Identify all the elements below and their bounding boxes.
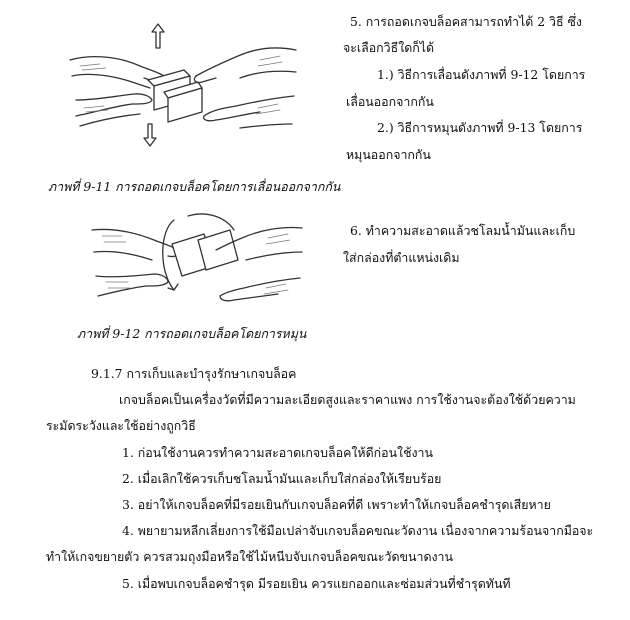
list-item-4-continuation: ทำให้เกจขยายตัว ควรสวมถุงมือหรือใช้ไม้หนีบจับเกจบล็อคขณะวัดขนาดงาน: [46, 549, 453, 564]
step-5-sub-1-line-2: เลื่อนออกจากกัน: [346, 94, 434, 109]
list-item-3: 3. อย่าให้เกจบล็อคที่มีรอยเยินกับเกจบล็อคที่ดี เพราะทำให้เกจบล็อคชำรุดเสียหาย: [122, 497, 551, 512]
list-item-5: 5. เมื่อพบเกจบล็อคชำรุด มีรอยเยิน ควรแยกออกและซ่อมส่วนที่ชำรุดทันที: [122, 576, 511, 591]
list-item-2: 2. เมื่อเลิกใช้ควรเก็บชโลมน้ำมันและเก็บใส่กล่องให้เรียบร้อย: [122, 471, 442, 486]
step-6-line-1: 6. ทำความสะอาดแล้วชโลมน้ำมันและเก็บ: [350, 223, 576, 238]
figure-9-12-illustration: [88, 200, 308, 315]
step-5-line-1: 5. การถอดเกจบล็อคสามารถทำได้ 2 วิธี ซึ่ง: [350, 14, 582, 29]
step-6-line-2: ใส่กล่องที่ตำแหน่งเดิม: [343, 250, 460, 265]
figure-9-12-caption: ภาพที่ 9-12 การถอดเกจบล็อคโดยการหมุน: [77, 326, 307, 341]
figure-9-11-illustration: [60, 20, 310, 170]
section-heading: 9.1.7 การเก็บและบำรุงรักษาเกจบล็อค: [91, 366, 297, 381]
up-arrow-icon: [152, 24, 164, 48]
step-5-line-2: จะเลือกวิธีใดก็ได้: [343, 40, 435, 55]
section-intro-line-2: ระมัดระวังและใช้อย่างถูกวิธี: [46, 418, 196, 433]
step-5-sub-1-line-1: 1.) วิธีการเลื่อนดังภาพที่ 9-12 โดยการ: [377, 67, 586, 82]
figure-9-11-caption: ภาพที่ 9-11 การถอดเกจบล็อคโดยการเลื่อนออกจากกัน: [48, 179, 341, 194]
step-5-sub-2-line-1: 2.) วิธีการหมุนดังภาพที่ 9-13 โดยการ: [377, 120, 583, 135]
list-item-1: 1. ก่อนใช้งานควรทำความสะอาดเกจบล็อคให้ดีก่อนใช้งาน: [122, 445, 433, 460]
section-intro-line-1: เกจบล็อคเป็นเครื่องวัดที่มีความละเอียดสูงและราคาแพง การใช้งานจะต้องใช้ด้วยความ: [119, 392, 576, 407]
list-item-4: 4. พยายามหลีกเลี่ยงการใช้มือเปล่าจับเกจบล็อคขณะวัดงาน เนื่องจากความร้อนจากมือจะ: [122, 523, 594, 538]
down-arrow-icon: [144, 124, 156, 146]
step-5-sub-2-line-2: หมุนออกจากกัน: [346, 147, 431, 162]
